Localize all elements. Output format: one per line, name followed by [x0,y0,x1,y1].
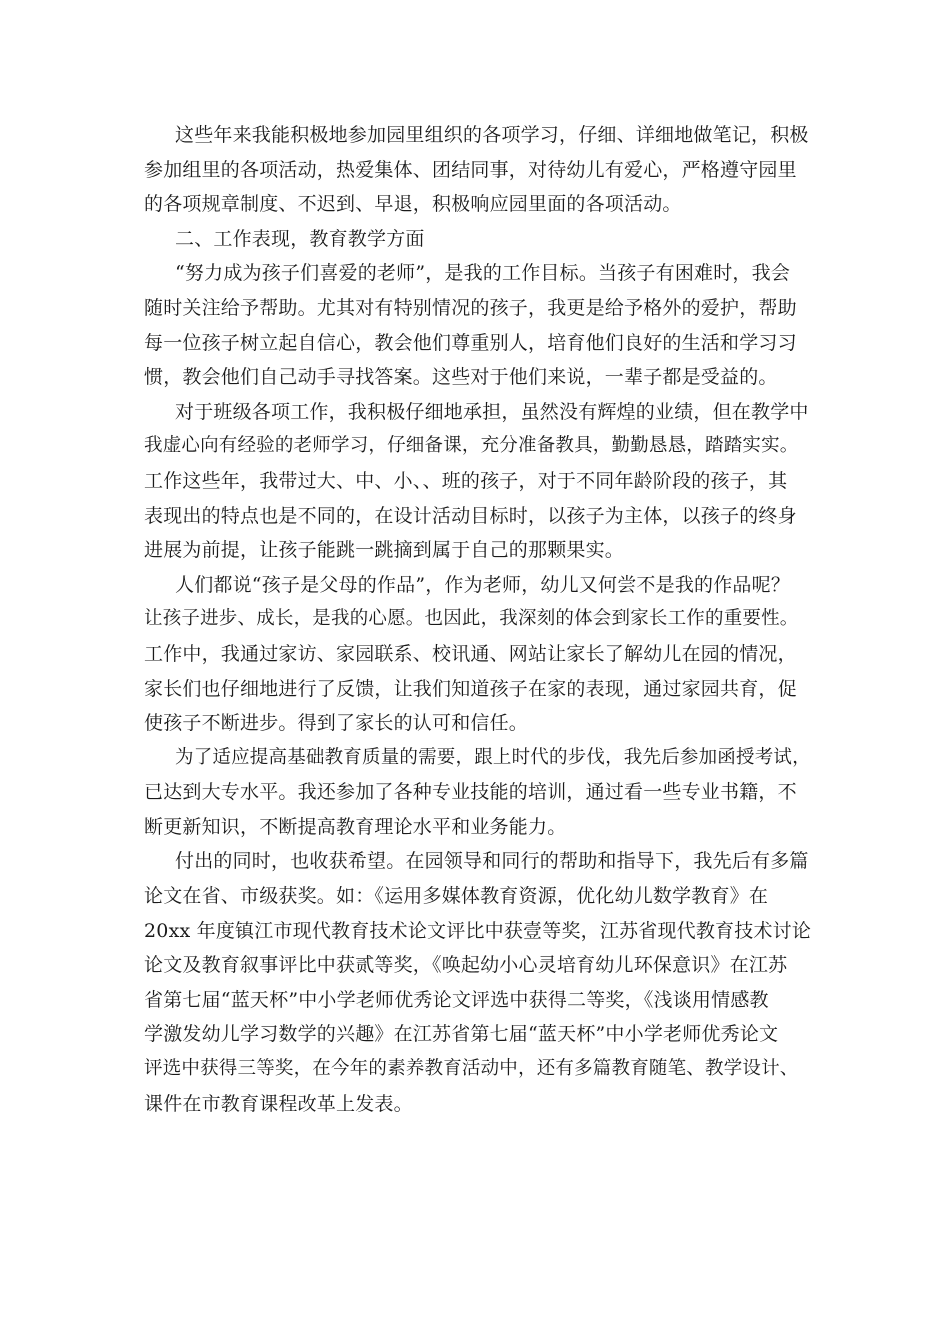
paragraph-line: 工作中，我通过家访、家园联系、校讯通、网站让家长了解幼儿在园的情况， [144,642,797,665]
paragraph-line: 评选中获得三等奖，在今年的素养教育活动中，还有多篇教育随笔、教学设计、 [144,1058,799,1080]
paragraph-line: 论文在省、市级获奖。如：《运用多媒体教育资源，优化幼儿数学教育》在 [144,885,769,908]
paragraph-first-line: 二、工作表现，教育教学方面 [175,227,425,250]
paragraph-line: 20xx 年度镇江市现代教育技术论文评比中获壹等奖，江苏省现代教育技术讨论 [144,919,812,942]
paragraph-line: 表现出的特点也是不同的，在设计活动目标时，以孩子为主体，以孩子的终身 [144,504,797,527]
paragraph-line: 使孩子不断进步。得到了家长的认可和信任。 [144,712,529,735]
document-page [144,118,814,1121]
paragraph-line: 省第七届“蓝天杯”中小学老师优秀论文评选中获得二等奖，《浅谈用情感教 [144,988,769,1011]
paragraph-line: 进展为前提，让孩子能跳一跳摘到属于自己的那颗果实。 [144,539,625,562]
paragraph-first-line: 这些年来我能积极地参加园里组织的各项学习，仔细、详细地做笔记，积极 [175,124,809,146]
paragraph-line: 随时关注给予帮助。尤其对有特别情况的孩子，我更是给予格外的爱护，帮助 [144,296,797,319]
paragraph-line: 学激发幼儿学习数学的兴趣》在江苏省第七届“蓝天杯”中小学老师优秀论文 [144,1023,779,1046]
paragraph-line: 参加组里的各项活动，热爱集体、团结同事，对待幼儿有爱心，严格遵守园里 [144,158,797,181]
paragraph-line: 家长们也仔细地进行了反馈，让我们知道孩子在家的表现，通过家园共育，促 [144,677,797,700]
paragraph-line: 惯，教会他们自己动手寻找答案。这些对于他们来说，一辈子都是受益的。 [144,366,778,389]
paragraph-line: 让孩子进步、成长，是我的心愿。也因此，我深刻的体会到家长工作的重要性。 [144,608,799,630]
paragraph-line: 工作这些年，我带过大、中、小、、班的孩子，对于不同年龄阶段的孩子，其 [144,469,788,492]
paragraph-line: 已达到大专水平。我还参加了各种专业技能的培训，通过看一些专业书籍，不 [144,781,797,804]
paragraph-line: 论文及教育叙事评比中获贰等奖，《唤起幼小心灵培育幼儿环保意识》在江苏 [144,954,788,977]
paragraph-first-line: 人们都说“孩子是父母的作品”，作为老师，幼儿又何尝不是我的作品呢？ [175,573,791,596]
paragraph-line: 我虚心向有经验的老师学习，仔细备课，充分准备教具，勤勤恳恳，踏踏实实。 [144,435,799,457]
paragraph-first-line: 为了适应提高基础教育质量的需要，跟上时代的步伐，我先后参加函授考试， [175,746,811,768]
paragraph-line: 课件在市教育课程改革上发表。 [144,1092,413,1115]
paragraph-line: 的各项规章制度、不迟到、早退，积极响应园里面的各项活动。 [144,193,682,216]
paragraph-first-line: 对于班级各项工作，我积极仔细地承担，虽然没有辉煌的业绩，但在教学中 [175,400,809,423]
paragraph-line: 断更新知识，不断提高教育理论水平和业务能力。 [144,815,567,838]
paragraph-first-line: 付出的同时，也收获希望。在园领导和同行的帮助和指导下，我先后有多篇 [175,850,809,873]
paragraph-line: 每一位孩子树立起自信心，教会他们尊重别人，培育他们良好的生活和学习习 [144,331,797,354]
paragraph-first-line: “努力成为孩子们喜爱的老师”，是我的工作目标。当孩子有困难时，我会 [175,262,791,285]
